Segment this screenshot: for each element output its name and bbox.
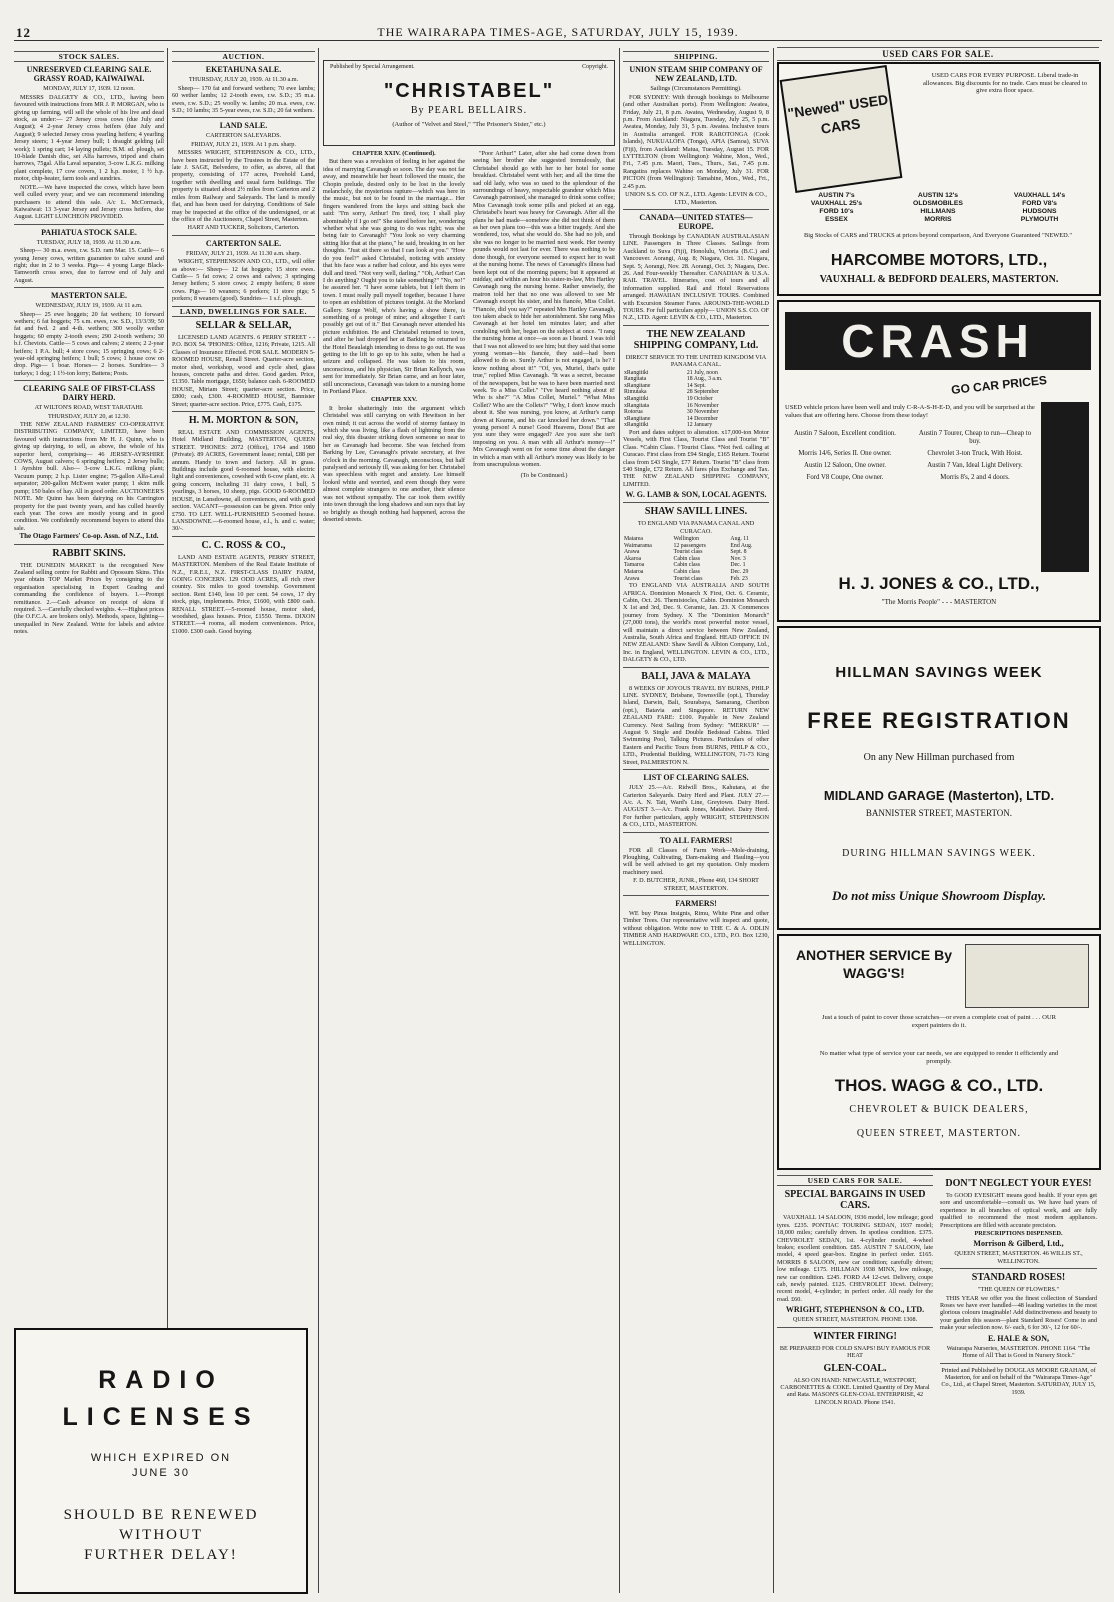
story-text: "Poor Arthur!" Later, after she had come down from seeing her brother she suggested tremulously, that Christabel should go with her to her hotel for some breakfast. Christabel went with her; and all the time the sad old lady, who was so used to the splendour of the surroundings of heavy, respectable grandeur which Miss Cavanagh patronised, she managed to drink some coffee; Miss Cavanagh took some pills and picked at an egg. Christabel's heart was heavy for Cavanagh. After all the plans he had made—somehow she did not think of them as her own plans too—this was a bitter tragedy. And she wondered, too, what she would do. She had no job, and she was no longer to be married next week. Her twenty pounds would not last for ever. There was nothing to be done though, for everyone seemed to expect her to wait at the nursing home. The news of Cavanagh's illness had been kept out of the morning papers; but it appeared at midday, and within an hour his sister-in-law, Mrs Hartley Cavanagh rang the nursing home. Rather unwisely, the matron told her that no one was allowed to see Mr Cavanagh except his sister, and his fiancée, Miss Collet. "Fiancée, did you say?" repeated Mrs Hartley Cavanagh, too taken aback to hide her astonishment. She rang Miss Cavanagh at her hotel ten minutes later; and after condoling with her, began on the subject at once. "I rang the nursing home at once—as soon as I heard. I was told that I was not allowed to see him; but they said that some young woman—his fiancée, they said—had been allowed to do so. Surely Arthur is not engaged, is he? I know nothing about it!" "Of, yes, Muriel, that's quite true," replied Miss Cavanagh. "It was a secret, because of the newspapers, but he was to have been married next week. To a Miss Collet." "I've heard nothing about it! Who is she?" "A Miss Collet, Muriel." "What Miss Collet? Who are the Collets?" "Why, I don't know much about it. She was nursing, you know, at Arthur's camp down at Kearne, and his car knocked her down." "That young person! A nurse! Good Heavens, Dora! But are you sure they were engaged? Are you sure she isn't imposing on you. A man with all Arthur's money—!" Mrs Cavanagh went on for some time about the danger in which a man with all Arthur's money was likely to be from unscrupulous women. xyxy=(473,150,615,469)
table-row xyxy=(623,549,769,556)
story-arranged: Published by Special Arrangement. xyxy=(330,64,415,70)
hillman-foot: Do not miss Unique Showroom Display. xyxy=(831,888,1047,903)
jones-name: H. J. JONES & CO., LTD., xyxy=(838,574,1040,593)
table-row xyxy=(785,192,1091,200)
sale-date: THURSDAY, JULY 20, 1939. At 11.30 a.m. xyxy=(188,76,299,84)
agents: UNION S.S. CO. OF N.Z., LTD. Agents: LEVIN & CO., LTD., Masterton. xyxy=(625,191,767,206)
hillman-big: FREE REGISTRATION xyxy=(807,708,1071,733)
without-line: WITHOUT xyxy=(119,1527,203,1543)
crash-car-item: Austin 7 Saloon, Excellent condition. xyxy=(794,430,896,437)
agent-name: The Otago Farmers' Co-op. Assn. of N.Z., Ltd. xyxy=(19,532,159,541)
table-cell: Cabin class xyxy=(673,568,701,575)
sale-subheading: AT WILTON'S ROAD, WEST TARATAHI. xyxy=(34,404,144,412)
crash-car-item: Morris 14/6, Series II. One owner. xyxy=(798,450,892,457)
sale-body: MESSRS DALGETY & CO., LTD., having been favoured with instructions from MR J. P. MORGAN, who is giving up farming, will sell the whole of his live and dead stock, as under:— 27 Jersey cross cows (due July and August); 4 2-year Jersey cross heifers (due July and August); 9 selected Jersey cross yearling heifers; 4 yearling Jersey steers; 1 4-year Jersey bull; 1 draught gelding (all work); 1 spring cart; 14 laying pullets; B.M. sd. plough, set 10-blade Danish disc, set Alfa harrows, tripod and chain harrows, 75gal. Alfa Laval separator, 3-cow L.K.G. milking plant complete, 17 cow covers, 1 2 h.p. motor, 1 ½ h.p. motor, chip-heater, farm tools and sundries. xyxy=(14,93,164,183)
masthead-title: THE WAIRARAPA TIMES-AGE, SATURDAY, JULY 15, 1939. xyxy=(377,25,739,39)
table-cell: Tourist class xyxy=(673,549,703,556)
table-row xyxy=(623,562,769,569)
harcombe-name: HARCOMBE MOTORS, LTD., xyxy=(830,252,1048,269)
jones-sub: "The Morris People" - - - MASTERTON xyxy=(881,598,997,606)
newed-tag-text: "Newed" USED CARS xyxy=(786,91,890,137)
table-cell: 30 November xyxy=(686,409,719,416)
table-row xyxy=(623,396,769,403)
car-make: OLDSMOBILES xyxy=(913,200,963,207)
page-number: 12 xyxy=(16,25,31,40)
table-cell: Cabin class xyxy=(673,555,701,562)
sailing-table xyxy=(623,370,769,429)
table-row xyxy=(785,208,1091,216)
chapter-heading: CHAPTER XXV. xyxy=(371,396,417,404)
crash-text: USED vehicle prices have been well and truly C-R-A-S-H-E-D, and you will be surprised at the values that are offering here. Choose from these today! xyxy=(785,404,1035,419)
hillman-sub: On any New Hillman purchased from xyxy=(863,752,1015,763)
car-make: AUSTIN 7's xyxy=(818,192,855,199)
section-heading: LAND, DWELLINGS FOR SALE. xyxy=(172,306,315,317)
hillman-ad xyxy=(777,626,1101,930)
wagg-ad xyxy=(777,934,1101,1170)
sale-date: FRIDAY, JULY 21, 1939. At 11.30 a.m. sharp. xyxy=(185,249,302,257)
crash-car-list xyxy=(785,430,1035,482)
divider xyxy=(623,209,769,210)
expired-line: WHICH EXPIRED ON xyxy=(90,1452,232,1464)
table-cell: Cabin class xyxy=(673,562,701,569)
stock-sales-column xyxy=(14,48,164,1323)
table-cell: End Aug. xyxy=(730,542,753,549)
sailing-schedule: Through Bookings by CANADIAN AUSTRALASIAN LINE. Passengers in Three Classes. Sailings from Auckland to Suva (Fiji), Honolulu, Victoria (B.C.) and Vancouver. Aorangi, Aug. 8; Niagara, Oct. 31. Niagara, Sept. 5; Aorangi, Nov. 28. Aorangi, Oct. 3; Niagara, Dec. 26. And Four-weekly Thereafter. CANADIAN & U.S.A. RAIL TRAVEL. Itineraries, cost of tours and all information supplied. Rail and Hotel Reservations arranged. HAWAIIAN INCLUSIVE TOURS. Combined with Excursion Steamer Fares. AROUND-THE-WORLD TOURS. For full particulars apply— UNION S.S. CO. OF N.Z., LTD. Agent: LEVIN & CO., LTD., Masterton. xyxy=(623,232,769,322)
divider xyxy=(940,1363,1097,1364)
sale-date: THURSDAY, JULY 20, at 12.30. xyxy=(48,412,130,420)
sale-body: Sheep— 30 m.a. ewes, r.w. S.D. ram Mar. 15. Cattle— 6 young Jersey cows, written guarantee to calve sound and right; due in 2 to 3 weeks. Pigs— 4 young Large Black-Tamworth cross sows, due to farrow end of July and August. xyxy=(14,247,164,284)
land-sale-body: MESSRS WRIGHT, STEPHENSON & CO., LTD., have been instructed by the Trustees in the Estate of the late J. SAGE, Belvedere, to offer, as above, all that property, consisting of 177 acres, Freehold Land, together with dwelling and usual farm buildings. The property is situated about 2½ miles from Carterton and 2 miles from Railway and Saleyards. The land is mostly flat, and has been used for dairying. Conditions of Sale may be inspected at the office of the undersigned, or at the office of the Auctioneers, Chapel Street, Masterton. xyxy=(172,149,315,223)
rabbit-body: THE DUNEDIN MARKET is the recognised New Zealand selling centre for Rabbit and Opossum Skins. This year obtain TOP Market Prices by consigning to the organisation specialising in Expert Grading and commanding the confidence of buyers. 1.—Prompt remittance. 2.—Cash advance on receipt of skins if required. 3.—Carefully checked weights. 4.—Highest prices (the O.F.C.A. are brokers only). Methods, space, lighting—unequalled in New Zealand. Write for labels and advice notes. xyxy=(14,561,164,636)
car-make: MORRIS xyxy=(924,216,952,223)
bargains-body: VAUXHALL 14 SALOON, 1936 model, low mileage; good tyres. £235. PONTIAC TOURING SEDAN, 1937 model; 18,000 miles; carefully driven. In spotless condition. £375. CHEVROLET SEDAN, 1st. 4-cylinder model, 4-wheel brakes; excellent condition. £85. AUSTIN 7 SALOON, late model, 4 speed gear-box. Engine in perfect order. £165. MORRIS 8 SALOON, new car condition; carefully driven; low mileage. £175. HILLMAN 1938 MINX, low mileage, new car condition. £245. FORD A4 12-cwt. Delivery, coupe cab, newly painted. £125. CHEVROLET 10cwt. Delivery; recent model, 4-cylinder; in perfect order. All ready for the road. £60. xyxy=(777,1214,933,1303)
bargains-address: QUEEN STREET, MASTERTON. PHONE 1308. xyxy=(792,1316,918,1324)
table-row xyxy=(623,416,769,423)
to-be-continued: (To be Continued.) xyxy=(520,472,568,480)
table-cell: xRangitane xyxy=(624,415,651,422)
sailing-notes: Port and dates subject to alteration. x17,000-ton Motor Vessels, with First Class, Tourist Class and Tourist "B" Class. *Cabin Class. †Tourist Class. *Not fwd. calling at Curacao. First class from £94 Single, £165 Return. Tourist class from £43 Single, £77 Return. Tourist "B" class from £40 Single, £72 Return. All fares plus Exchange and Tax. THE NEW ZEALAND SHIPPING COMPANY, LIMITED. xyxy=(623,428,769,488)
roses-body: THIS YEAR we offer you the finest collection of Standard Roses we have ever handled—48 leading varieties in the most glorious colours imaginable! Add distinctiveness and beauty to your garden this season—plant Standard Roses! Come in and make your selection now. 6/- each, 6 for 30/-, 12 for 60/-. xyxy=(940,1294,1097,1332)
story-text: But there was a revulsion of feeling in her against the idea of marrying Cavanagh so soon. The day was not far away, and meanwhile her heart followed the music, the Chopin prelude, desired only to be lost in the lovely melancholy, the mysterious rapture—which was here in the music, but not to be found in the marriage... Her fingers wandered from the keys and sitting back she said: "I'm sorry, Arthur! I'm tired, too; I shall play abominably if I go on!" She stared before her, wondering whether what she was going to do was right; was she being fair to Cavanagh? "You look so very charming sitting like that at the piano," he said, breaking in on her thoughts. "Just sit there so that I can look at you." "How do you feel?" asked Christabel, noticing with anxiety that his face was a rather bad colour, and his eyes were dull and tired. "Not very well, darling." "Oh, Arthur! Can I do anything? Ought you to take something?" "No, no!" he assured her. "I have some tablets, but I left them in town. I must really pull myself together, because I have to open an exhibition of pictures tonight. At the Morland Gallery. Serge Wolf, who's having a show there, is something of a protege of mine; and altogether I can't possibly get out of it." But Cavanagh never attended his picture exhibition. He and Christabel returned to town, and after he had dropped her at Barking he returned to the Hotel Beaulaigh intending to dress to go out. He was getting to the lift to go up to his suite, when he had a seizure and collapsed. He was taken to his room, unconscious, and his physician, Sir Brian Kellynch, was sent for immediately. Sir Brian came, and an hour later, still unconscious, Cavanagh was taken to a nursing home in Portland Place. xyxy=(323,158,465,395)
divider xyxy=(172,117,315,118)
company-heading: THE NEW ZEALAND SHIPPING COMPANY, Ltd. xyxy=(633,328,759,351)
table-cell: 18 Aug., 3 a.m. xyxy=(686,376,723,383)
divider xyxy=(623,895,769,896)
crash-car-item: Morris 8's, 2 and 4 doors. xyxy=(940,474,1010,481)
divider xyxy=(777,1327,933,1328)
story-header xyxy=(323,60,615,146)
chapter-heading: CHAPTER XXIV. (Continued). xyxy=(352,150,436,157)
table-cell: Rangitata xyxy=(624,376,647,383)
clearing-body: JULY 25.—A/c. Ridwill Bros., Kahutara, at the Carterton Saleyards. Dairy Herd and Plant. JULY 27.—A/c. A. N. Tait, Ward's Line, Greytown. Dairy Herd. AUGUST 3.—A/c. Frank Jones, Matahiwi. Dairy Herd. For further particulars, apply WRIGHT, STEPHENSON & CO., LTD., MASTERTON. xyxy=(623,784,769,829)
sailing-notes: TO ENGLAND VIA AUSTRALIA AND SOUTH AFRICA. Dominion Monarch X First, Oct. 6. Ceramic, Cabin, Oct. 26. Themistocles, Cabin. Dominion Monarch X 1st and 3rd, Dec. 9. Ceramic, Jan. 23. X Commences journey from Sydney. X The "Dominion Monarch" (27,000 tons), the world's most powerful motor vessel, will maintain a direct service between New Zealand, Australia, South Africa and England. HEAD OFFICE IN NEW ZEALAND: Shaw Savill & Albion Company, Ltd., Inc. in England, WELLINGTON. LEVIN & CO., LTD., DALGETY & CO., LTD. xyxy=(623,582,769,664)
divider xyxy=(14,287,164,288)
crash-car-item: Austin 7 Tourer, Cheap to run—Cheap to buy. xyxy=(918,430,1032,445)
sale-heading: PAHIATUA STOCK SALE. xyxy=(41,227,137,237)
licenses-line: LICENSES xyxy=(62,1403,260,1431)
agent-body: LICENSED LAND AGENTS. 6 PERRY STREET - - P.O. BOX 54. 'PHONES: Office, 1216; Private, 1215. All Classes of Insurance Effected. FOR SALE. MODERN 5-ROOMED HOUSE, Renall Street. Quarter-acre section, motor shed, workshop, wood and cycle shed, glass houses, concrete paths and drive. Good garden. Price, £1350. Table mortgage, £650; balance cash. 6-ROOMED HOUSE, Miriam Street; quarter-acre section. Price, £800; cash, £300. 4-ROOMED HOUSE, Bannister Street; quarter-acre section. Price, £775. Cash, £175. xyxy=(172,333,315,408)
column-rule xyxy=(318,48,319,1593)
table-row xyxy=(785,200,1091,208)
table-cell: Akaroa xyxy=(624,555,642,562)
divider xyxy=(623,832,769,833)
date-line: JUNE 30 xyxy=(131,1467,191,1479)
wagg-name: THOS. WAGG & CO., LTD. xyxy=(834,1076,1044,1095)
table-row xyxy=(623,376,769,383)
jones-crash-ad xyxy=(777,300,1101,622)
car-make: HUDSONS xyxy=(1022,208,1057,215)
company-subheading: Sailings (Circumstances Permitting). xyxy=(650,85,742,93)
divider xyxy=(172,235,315,236)
wagg-text: Just a touch of paint to cover those scratches—or even a complete coat of paint . . . OUR expert painters do it. xyxy=(821,1014,1057,1029)
sailing-table xyxy=(623,536,769,582)
wagg-address: QUEEN STREET, MASTERTON. xyxy=(856,1128,1022,1139)
divider xyxy=(172,411,315,412)
car-make: FORD V8's xyxy=(1022,200,1057,207)
bali-body: 8 WEEKS OF JOYOUS TRAVEL BY BURNS, PHILP LINE. SYDNEY, Brisbane, Townsville (opt.), Thursday Island, Darwin, Bali, Sourabaya, Samarang, Cheribon (opt.), Batavia and Singapore. RETURN NEW ZEALAND FARE: £100. Payable in New Zealand Currency. Next Sailing from Sydney: "MERKUR" — August 9. Single and Double Bedstead Cabins. Tiled Swimming Pool, Talking Pictures. Particulars of other Eastern and Pacific Tours from BURNS, PHILP & CO., LTD., Prudential Building, WELLINGTON, 71-73 King Street, PALMERSTON N. xyxy=(623,684,769,766)
roses-sign: E. HALE & SON, xyxy=(987,1333,1050,1343)
story-author-note: (Author of "Velvet and Steel," "The Prisoner's Sister," etc.) xyxy=(392,121,546,128)
eyes-address: QUEEN STREET, MASTERTON. 46 WILLIS ST., WELLINGTON. xyxy=(954,1250,1083,1265)
divider xyxy=(14,544,164,545)
divider xyxy=(623,667,769,668)
table-cell: xRangitata xyxy=(624,402,650,409)
table-row xyxy=(623,569,769,576)
story-text: It broke shatteringly into the argument which Christabel was still carrying on with Hewitson in her own mind; it cut across the world of stormy fantasy in which she was living, like a flash of lightning from the real sky, this disaster striking down someone so near to her as Cavanagh had become. She was fetched from Barking by Lee, Cavanagh's private secretary, at five o'clock in the morning. Cavanagh, unconscious, but half paralysed and seriously ill, was asking for her. Christabel was speechless with regret and anxiety. Lee himself looked white and worried, and even though they were almost complete strangers to one another, their silence was not without sympathy. The car took them swiftly into town through the long shadows and sun rays that lay so brightly as though nothing had happened, across the deserted streets. xyxy=(323,404,465,523)
table-cell: Wellington xyxy=(673,536,700,542)
bargains-column xyxy=(777,1172,933,1592)
roses-heading: STANDARD ROSES! xyxy=(971,1272,1066,1284)
wagg-text-2: No matter what type of service your car needs, we are equipped to render it efficiently and promptly. xyxy=(819,1050,1059,1065)
story-byline: By PEARL BELLAIRS. xyxy=(410,105,528,116)
crash-car-item: Chevrolet 3-ton Truck, With Hoist. xyxy=(927,450,1023,457)
hillman-heading: HILLMAN SAVINGS WEEK xyxy=(835,664,1043,681)
story-copyright: Copyright. xyxy=(582,64,608,70)
story-column-right xyxy=(473,150,615,1590)
sale-heading: CARTERTON SALE. xyxy=(205,238,282,248)
divider xyxy=(623,502,769,503)
story-column-left xyxy=(323,150,465,1590)
table-cell: 14 Sept. xyxy=(686,382,706,389)
winter-body-2: ALSO ON HAND: NEWCASTLE, WESTPORT, CARBONETTES & COKE. Limited Quantity of Dry Maral and Rata. MASON'S GLEN-COAL ENTERPRISE, 42 LINCOLN ROAD. Phone 1541. xyxy=(780,1376,930,1406)
company-heading: CANADA—UNITED STATES—EUROPE. xyxy=(639,212,753,231)
table-cell: Matarea xyxy=(624,536,643,542)
company-subheading: DIRECT SERVICE TO THE UNITED KINGDOM VIA PANAMA CANAL. xyxy=(625,353,767,369)
winter-body: BE PREPARED FOR COLD SNAPS! BUY FAMOUS FOR HEAT xyxy=(779,1344,931,1360)
radio-line: RADIO xyxy=(98,1366,224,1394)
eyes-heading: DON'T NEGLECT YOUR EYES! xyxy=(945,1178,1092,1189)
section-heading: AUCTION. xyxy=(172,51,315,62)
table-row xyxy=(623,543,769,550)
car-illustration xyxy=(965,944,1089,1008)
table-cell: Dec. 29 xyxy=(730,568,749,575)
sale-note: NOTE.—We have inspected the cows, which have been well culled every year; and we can recommend intending purchasers to attend this sale. A/c L. McCormack, Kaiwaiwai: 13 3-year Jersey and Jersey cross heifers, due August. LIGHT LUNCHEON PROVIDED. xyxy=(14,183,164,221)
clearing-heading: LIST OF CLEARING SALES. xyxy=(643,773,749,783)
table-row xyxy=(623,576,769,583)
bali-heading: BALI, JAVA & MALAYA xyxy=(641,670,751,682)
table-cell: Sept. 8 xyxy=(730,549,747,556)
table-row xyxy=(785,216,1091,224)
sale-date: MONDAY, JULY 17, 1939. 12 noon. xyxy=(43,85,135,93)
table-cell: Nov. 3 xyxy=(730,555,746,562)
timber-heading: FARMERS! xyxy=(675,898,717,908)
table-row xyxy=(623,556,769,563)
table-cell: Dec. 1 xyxy=(730,562,746,569)
table-row xyxy=(623,536,769,543)
table-row xyxy=(623,389,769,396)
shipping-column xyxy=(623,48,769,1593)
sale-body: WRIGHT, STEPHENSON AND CO., LTD., will offer as above:— Sheep— 12 fat hoggets; 15 store ewes. Cattle— 5 fat cows; 2 cows and calves; 3 springing Jersey heifers; 5 store cows; 2 empty heifers; 8 store cows. Pigs— 10 weaners; 6 porkers; 11 store pigs; 5 porkers; 8 weaners (good). Sundries— 1 s.f. plough. xyxy=(172,258,315,303)
sale-date: TUESDAY, JULY 18, 1939. At 11.30 a.m. xyxy=(36,238,142,246)
sale-date: WEDNESDAY, JULY 19, 1939. At 11 a.m. xyxy=(35,302,143,310)
table-cell: Waimarama xyxy=(624,542,652,549)
section-heading: USED CARS FOR SALE. xyxy=(777,1175,933,1186)
car-make: FORD 10's xyxy=(819,208,854,215)
auction-column xyxy=(172,48,315,1323)
crash-car-item: Ford V8 Coupe, One owner. xyxy=(806,474,884,481)
newed-foot: Big Stocks of CARS and TRUCKS at prices beyond comparison, And Everyone Guaranteed "NEWED." xyxy=(804,232,1072,239)
bargains-sign: WRIGHT, STEPHENSON & CO., LTD. xyxy=(785,1305,925,1315)
car-make: VAUXHALL 14's xyxy=(1013,192,1066,199)
sale-heading: MASTERTON SALE. xyxy=(50,291,128,301)
divider xyxy=(14,380,164,381)
table-cell: Feb. 23 xyxy=(730,575,748,582)
story-title: "CHRISTABEL" xyxy=(383,80,555,102)
sale-body: Sheep— 25 ewe hoggets; 20 fat wethers; 10 forward wethers; 6 fat hoggets; 75 s.m. ewes, r.w. S.D., 13/3/39; 50 fat and fwd. 2 and 4-th. wethers; 300 woolly wether hoggets; 60 empty 2-tooth ewes; 290 2-tooth wethers; 30 b.f. Cheviots. Cattle— 5 cows and calves; 2 steers; 2 2-year heifers; 1 P.A. bull; 4 store cows; 15 springing cows; 6 2-year-old springing heifers; 1 bull; 5 cows; 1 house cow on drop. Pigs— 1 boar. Horses— 2 horses. Sundries— 3 turkeys; 1 dog; 1 1½-ton lorry; Battens; Posts. xyxy=(14,310,164,377)
divider xyxy=(623,325,769,326)
car-make: ESSEX xyxy=(825,216,848,223)
table-cell: Mataroa xyxy=(624,568,644,575)
agents: W. G. LAMB & SON, LOCAL AGENTS. xyxy=(625,490,767,500)
sale-heading: CLEARING SALE OF FIRST-CLASS DAIRY HERD. xyxy=(22,384,156,403)
section-heading: SHIPPING. xyxy=(623,51,769,62)
roses-address: Wairarapa Nurseries, MASTERTON. PHONE 1164. "The Home of All That is Good in Nursery Stock." xyxy=(946,1344,1091,1360)
car-make: HILLMANS xyxy=(920,208,956,215)
divider xyxy=(623,769,769,770)
agent-heading: H. M. MORTON & SON, xyxy=(188,415,299,427)
column-rule xyxy=(773,48,774,1593)
company-heading: SHAW SAVILL LINES. xyxy=(644,506,748,518)
farmers-heading: TO ALL FARMERS! xyxy=(659,835,733,845)
sale-heading: EKETAHUNA SALE. xyxy=(205,65,282,75)
section-heading: STOCK SALES. xyxy=(14,51,164,62)
farmers-sign: F. D. BUTCHER, JUNR., Phone 460, 134 SHORT STREET, MASTERTON. xyxy=(633,877,759,892)
roses-sub: "THE QUEEN OF FLOWERS." xyxy=(977,1286,1060,1294)
table-row xyxy=(623,383,769,390)
sale-heading: UNRESERVED CLEARING SALE. GRASSY ROAD, KAIWAIWAI. xyxy=(26,65,152,84)
company-heading: UNION STEAM SHIP COMPANY OF NEW ZEALAND, LTD. xyxy=(629,65,763,84)
masthead xyxy=(14,24,1102,41)
harcombe-sub: VAUXHALL & BEDFORD DEALERS, MASTERTON. xyxy=(819,274,1059,285)
table-cell: 16 November xyxy=(686,402,719,409)
newed-tag xyxy=(780,65,903,193)
land-sale-heading: LAND SALE. xyxy=(219,121,268,131)
section-heading: USED CARS FOR SALE. xyxy=(777,47,1099,61)
crash-car-item: Austin 7 Van, Ideal Light Delivery. xyxy=(927,462,1023,469)
table-cell: Arawa xyxy=(624,575,640,582)
eyes-dispensed: PRESCRIPTIONS DISPENSED. xyxy=(974,1230,1063,1238)
land-sale-sign: HART AND TUCKER, Solicitors, Carterton. xyxy=(187,224,300,232)
winter-heading: WINTER FIRING! xyxy=(813,1330,897,1342)
eyes-body: To GOOD EYESIGHT means good health. If your eyes get sore and uncomfortable—consult us. We have had years of experience in all branches of optical work, and are fully qualified to recommend the most modern appliances. Prescriptions are filled with accurate precision. xyxy=(940,1192,1097,1229)
divider xyxy=(172,536,315,537)
table-cell: Aug. 11 xyxy=(730,536,749,542)
table-cell: xRangitiki xyxy=(624,369,649,376)
agent-heading: SELLAR & SELLAR, xyxy=(195,319,292,331)
table-cell: 28 September xyxy=(686,389,719,396)
hillman-address: BANNISTER STREET, MASTERTON. xyxy=(865,808,1013,818)
table-cell: 12 passengers xyxy=(673,542,706,549)
table-cell: Tourist class xyxy=(673,575,703,582)
table-cell: xRangitiki xyxy=(624,395,649,402)
table-row xyxy=(623,403,769,410)
table-cell: 21 July, noon xyxy=(686,369,718,376)
crash-graphic xyxy=(1041,402,1089,572)
divider xyxy=(14,224,164,225)
hillman-during: DURING HILLMAN SAVINGS WEEK. xyxy=(842,848,1036,859)
wagg-sub: CHEVROLET & BUICK DEALERS, xyxy=(849,1104,1029,1115)
sailing-schedule: FOR SYDNEY: With through bookings to Melbourne (and other Australian ports). From Wellington: Awatea, Friday, July 21, 8 p.m. Awatea, Wednesday, August 9, 8 p.m. From Auckland: Niagara, Tuesday, July 25, 5 p.m. Awatea, Monday, July 31, 5 p.m. Awatea. Inclusive tours in Australia arranged. FOR RAROTONGA (Cook Islands), NUKUALOFA (Tonga), APIA (Samoa), SUVA (Fiji), from Auckland: Matua, Tuesday, August 15. FOR LYTTELTON (from Wellington): Wahine, Mon., Wed., Fri., 7.45 p.m. Maori, Tues., Thurs., Sat., 7.45 p.m. Rangatira replaces Wahine on Monday, July 31. FOR PICTON (from Wellington): Tamahine, Mon., Wed., Fri., 2.45 p.m. xyxy=(623,93,769,190)
company-subheading: TO ENGLAND VIA PANAMA CANAL AND CURACAO. xyxy=(637,520,755,535)
table-cell: xRangitiki xyxy=(624,422,649,429)
hillman-garage: MIDLAND GARAGE (Masterton), LTD. xyxy=(823,788,1055,803)
newed-text: USED CARS FOR EVERY PURPOSE. Liberal trade-in allowances. Big discounts for no trade. Cars must be cleared to give extra floor space. xyxy=(923,72,1087,95)
sale-body: Sheep— 170 fat and forward wethers; 70 ewe lambs; 60 wether lambs; 12 2-tooth ewes, r.w. S.D.; 35 m.a. ewes, r.w. S.D.; 25 woolly w. lambs; 20 m.a. ewes, r.w. S.D.; 10 lambs; 35 5-year ewes, r.w. S.D.; 20 fat wethers. xyxy=(172,84,315,115)
agent-body: LAND AND ESTATE AGENTS, PERRY STREET, MASTERTON. Members of the Real Estate Institute of N.Z., F.R.E.I., N.Z. FIRST-CLASS DAIRY FARM, GOING CONCERN. 129 ODD ACRES, all rich river country. Six miles to good township. Government section. Rent £140, less 10 per cent. 54 cows, 17 dry stock, pigs, implements. Price, £1600, with £800 cash. RENALL STREET.—5-roomed house, motor shed, woodshed, glass houses. Price, £1550. Terms. DIXON STREET.—4 rooms, all modern conveniences. Price, £1000. £300 cash. Good buying. xyxy=(172,553,315,635)
crash-banner: CRASH xyxy=(785,312,1091,370)
sale-body: THE NEW ZEALAND FARMERS' CO-OPERATIVE DISTRIBUTING COMPANY, LIMITED, have been favoured with instructions from Mr H. J. Quinn, who is giving up dairying, to sell, as above, the whole of his superior herd, comprising— 46 JERSEY-AYRSHIRE COWS, August calvers; 6 springing heifers; 2 Jersey bulls; 1 Ayrshire bull. Also— 3-cow L.K.G. milking plant; Vacuum pump; 2 h.p. Lister engine; 75-gallon Alfa-Laval separator; 200-gallon McEwen water pump; 1 skim milk pump; 150 bales of hay. All in good order. AUCTIONEER'S NOTE. Mr Quinn has been dairying on his Carrington property for the past twenty years, and has culled heavily each year. The cows are mostly young and in good condition. We confidently recommend buyers to attend this sale. xyxy=(14,421,164,532)
harcombe-ad xyxy=(777,62,1101,296)
column-rule xyxy=(619,48,620,1593)
radio-licenses-ad xyxy=(14,1328,308,1594)
table-cell: 14 December xyxy=(686,415,718,422)
table-row xyxy=(623,409,769,416)
eyes-name: Morrison & Gilberd, Ltd., xyxy=(973,1239,1064,1249)
table-cell: Rimutaka xyxy=(624,389,647,396)
bargains-heading: SPECIAL BARGAINS IN USED CARS. xyxy=(784,1189,926,1212)
car-make: VAUXHALL 25's xyxy=(810,200,863,207)
rabbit-heading: RABBIT SKINS. xyxy=(52,547,126,559)
table-cell: Rotorua xyxy=(624,409,643,416)
timber-body: WE buy Pinus Insignis, Rimu, White Pine and other Timber Trees. Our representative will inspect and quote, without obligation. Write now to THE C. & A. ODLIN TIMBER AND HARDWARE CO., LTD., P.O. Box 1230, WELLINGTON. xyxy=(623,909,769,947)
crash-subtitle: GO CAR PRICES xyxy=(950,373,1048,397)
wagg-heading: ANOTHER SERVICE By WAGG'S! xyxy=(795,947,953,981)
renew-line: SHOULD BE RENEWED xyxy=(63,1507,259,1523)
eyes-roses-column xyxy=(940,1172,1097,1592)
car-makes-table xyxy=(785,192,1091,224)
agent-body: REAL ESTATE AND COMMISSION AGENTS, Hotel Midland Building, MASTERTON, QUEEN STREET. 'PHONES: 2072 (Office), 1764 and 1980 (Private). 89 ACRES, Government lease; rental, £88 per annum. Handy to town and factory. All in grass. Buildings include good 6-roomed house, with electric light and conveniences, cowshed with 6-cow plant, etc. A going concern, including 31 dairy cows, 1 bull, 5 yearlings, 3 horses, 10 sheep, pigs. GOOD 6-ROOMED HOUSE, in Lansdowne, all conveniences, and with good section. VACANT—possession can be given. Price only £750. TO LET. WELL-FURNISHED 5-roomed house. LANSDOWNE.—6-roomed house, e.l., h. and c. water; 30/-. xyxy=(172,429,315,533)
table-row xyxy=(623,370,769,377)
table-cell: Arawa xyxy=(624,549,640,556)
car-make: PLYMOUTH xyxy=(1020,216,1059,223)
land-sale-date: FRIDAY, JULY 21, 1939. At 1 p.m. sharp. xyxy=(191,140,296,148)
car-make: AUSTIN 12's xyxy=(917,192,959,199)
serial-story xyxy=(323,60,615,1590)
table-cell: xRangitane xyxy=(624,382,651,389)
land-sale-subheading: CARTERTON SALEYARDS. xyxy=(205,132,282,140)
delay-line: FURTHER DELAY! xyxy=(84,1547,238,1563)
imprint: Printed and Published by DOUGLAS MOORE GRAHAM, of Masterton, for and on behalf of the "Wairarapa Times-Age" Co., Ltd., at Chapel Street, Masterton. SATURDAY, JULY 15, 1939. xyxy=(941,1366,1096,1396)
agent-heading: C. C. ROSS & CO., xyxy=(201,539,286,551)
table-cell: 19 October xyxy=(686,395,713,402)
winter-name: GLEN-COAL. xyxy=(823,1362,887,1374)
table-cell: Tamaroa xyxy=(624,562,645,569)
farmers-body: FOR all Classes of Farm Work—Mole-draining, Ploughing, Cultivating, Dam-making and Hauling—you will be well advised to get my quotation. Only modern machinery used. xyxy=(623,846,769,876)
table-row xyxy=(623,422,769,429)
divider xyxy=(940,1268,1097,1269)
crash-car-item: Austin 12 Saloon, One owner. xyxy=(804,462,886,469)
table-cell: 12 January xyxy=(686,422,713,429)
